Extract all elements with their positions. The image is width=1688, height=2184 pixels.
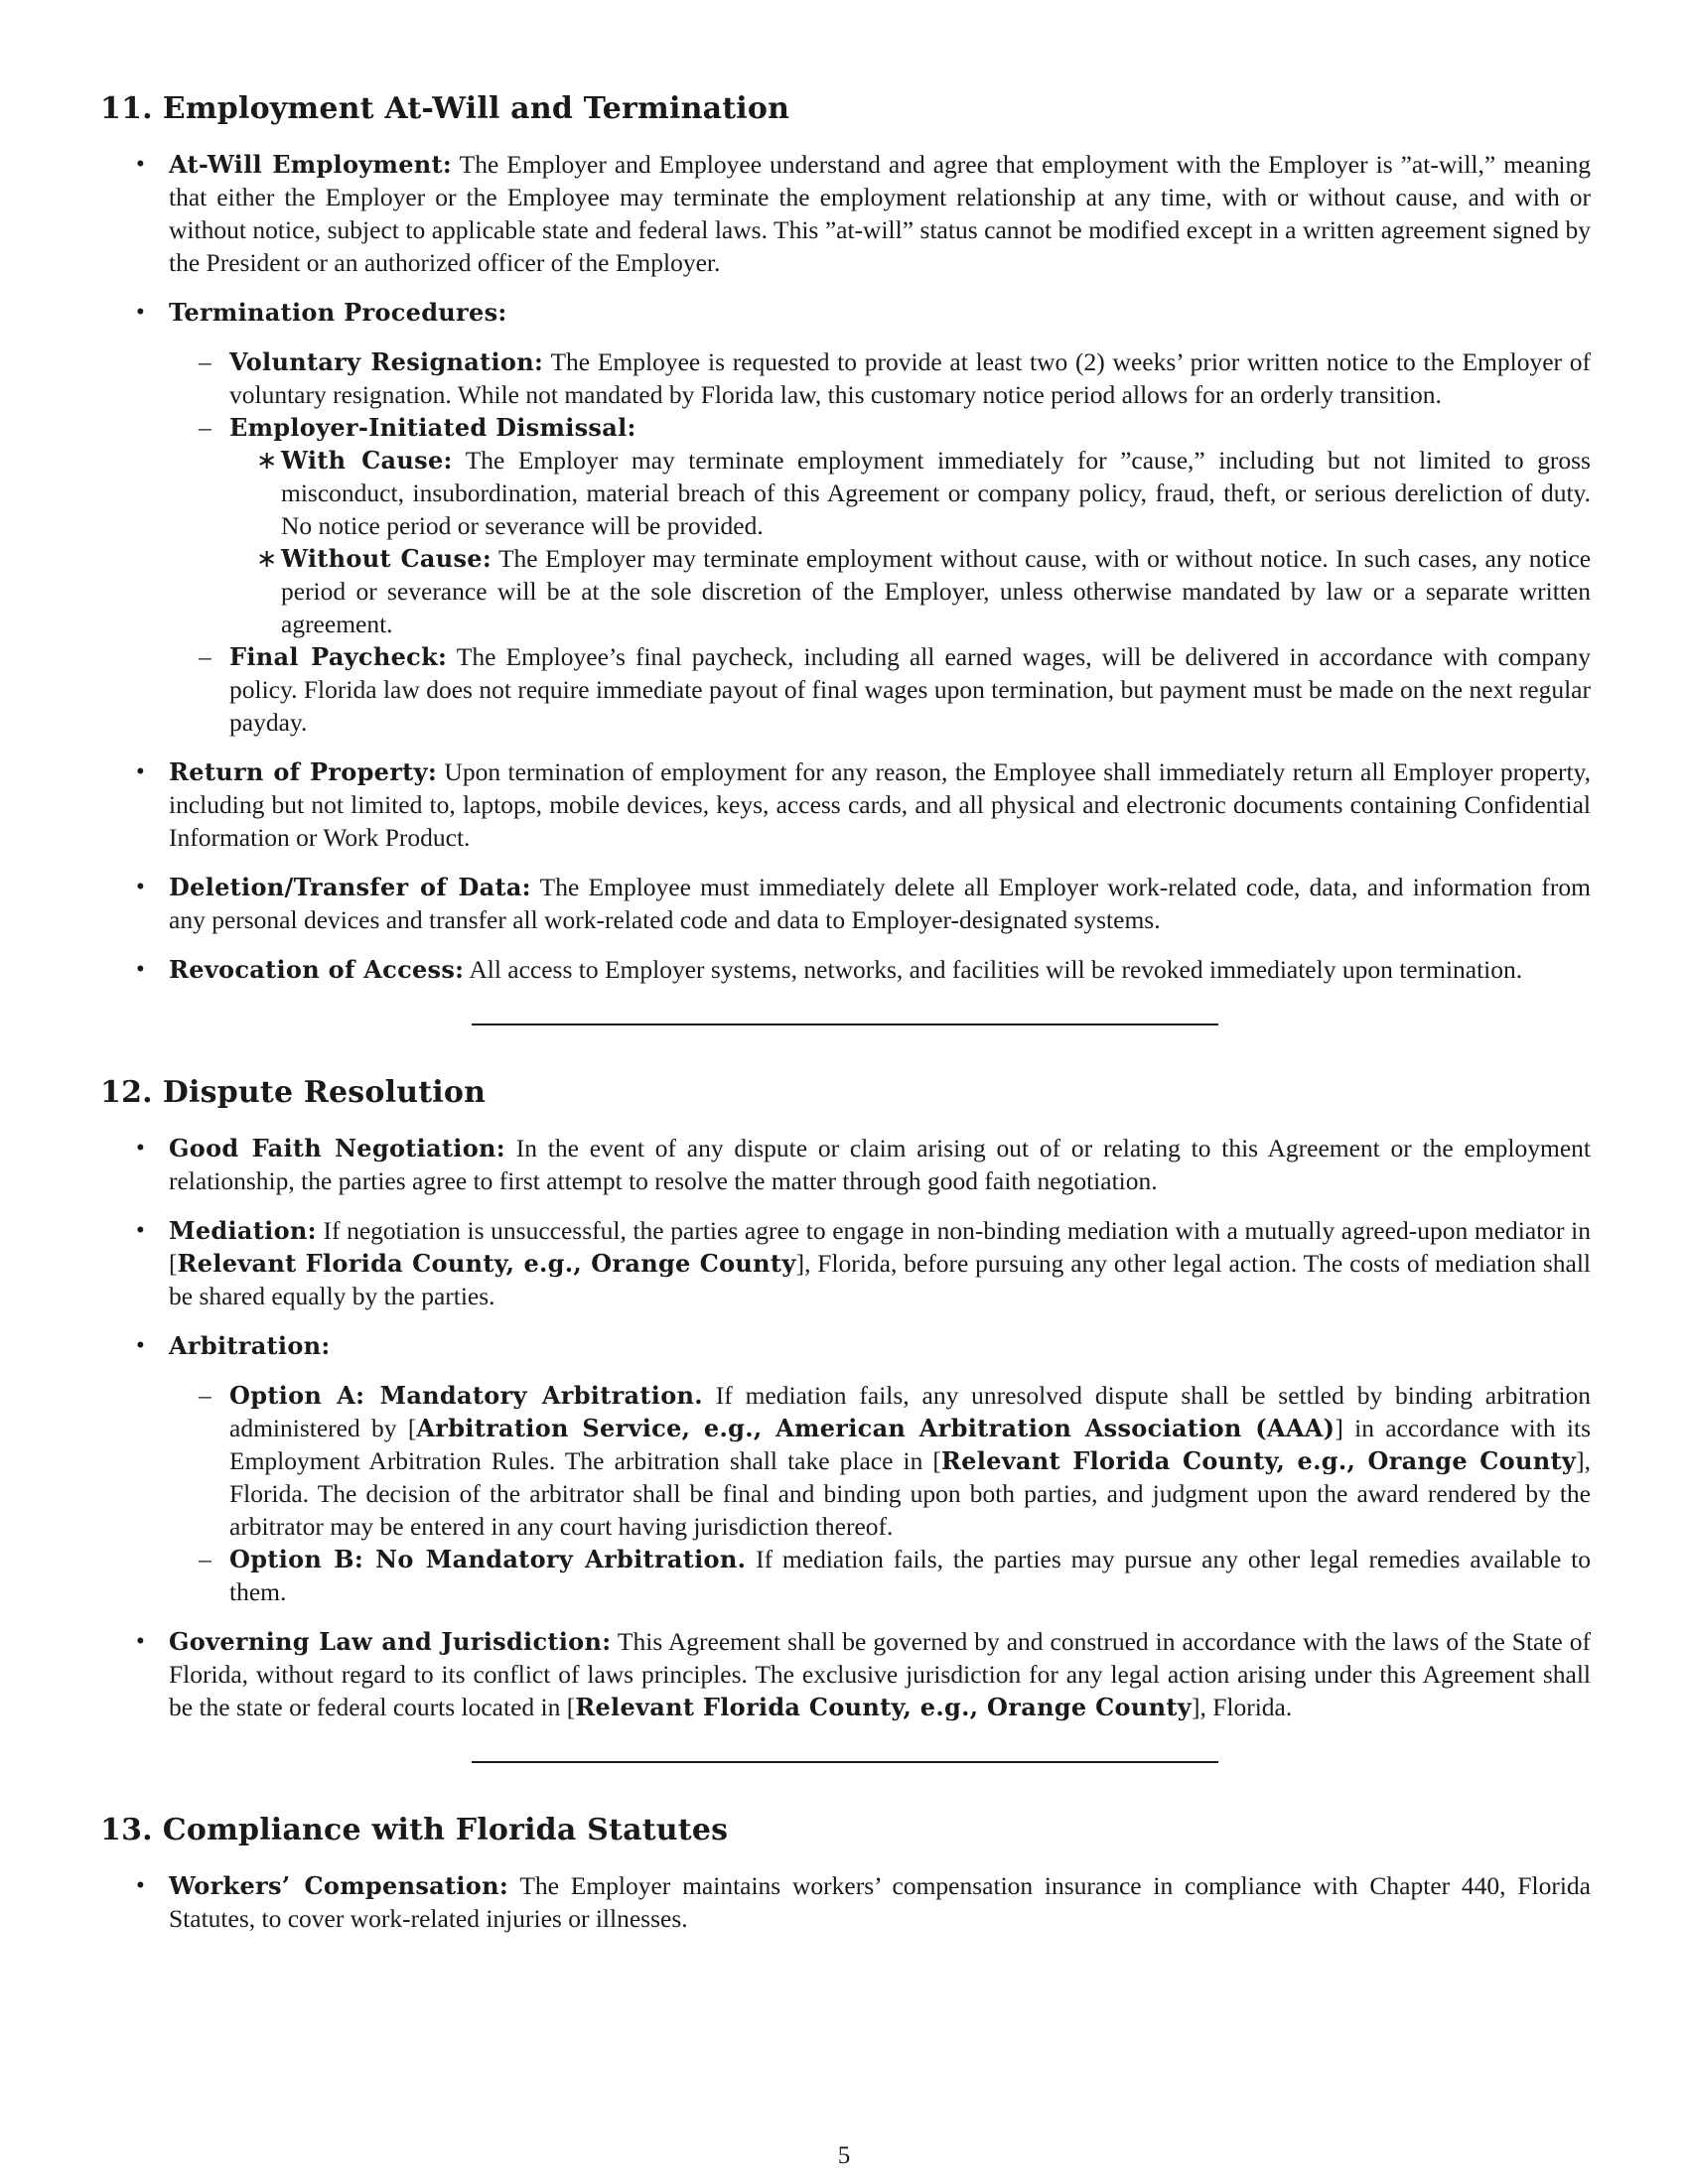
bullet-icon: • [136, 1217, 145, 1244]
bullet-icon: • [136, 1135, 145, 1161]
clause-text: The Employee is requested to provide at least two (2) weeks’ prior written notice to the Employer of voluntary resignation. While not mandated by Florida law, this customary notice period allows for an orderly transition. [229, 347, 1591, 409]
clause-text: The Employer may terminate employment immediately for ”cause,” including but not limited to gross misconduct, insubordination, material breach of this Agreement or company policy, fraud, theft, or serious dereliction of duty. No notice period or severance will be provided. [281, 446, 1591, 540]
bullet-icon: • [136, 1872, 145, 1899]
clause-text: If mediation fails, any unresolved dispute shall be settled by binding arbitration administered by [ [229, 1381, 1591, 1442]
placeholder-county: Relevant Florida County, e.g., Orange County [177, 1249, 796, 1278]
section-12-list [100, 1132, 1591, 1723]
clause-text: ] in accordance with its Employment Arbitration Rules. The arbitration shall take place in [ [229, 1414, 1591, 1475]
clause-text: All access to Employer systems, networks, and facilities will be revoked immediately upon termination. [469, 955, 1523, 984]
arbitration-sublist [169, 1379, 1591, 1608]
clause-text: In the event of any dispute or claim arising out of or relating to this Agreement or the employment relationship, the parties agree to first attempt to resolve the matter through good faith negotiation. [169, 1134, 1592, 1195]
section-13-list [100, 1869, 1591, 1935]
list-item-governing-law [100, 1625, 1591, 1723]
section-11-list [100, 148, 1591, 986]
placeholder-county: Relevant Florida County, e.g., Orange County [940, 1446, 1577, 1475]
section-11 [100, 91, 1591, 986]
clause-label: Return of Property: [169, 757, 437, 786]
section-divider [472, 1024, 1218, 1025]
clause-label: Employer-Initiated Dismissal: [229, 413, 636, 442]
placeholder-service: Arbitration Service, e.g., American Arbitration Association (AAA) [416, 1414, 1336, 1442]
clause-label: Revocation of Access: [169, 955, 465, 984]
sublist-item-option-a [169, 1379, 1591, 1543]
bullet-icon: • [136, 874, 145, 900]
clause-text: The Employee’s final paycheck, including all earned wages, will be delivered in accordance with company policy. Florida law does not require immediate payout of final wages upon termination, but payment must be made on the next regular payday. [229, 642, 1591, 737]
termination-sublist [169, 345, 1591, 739]
clause-text: The Employer and Employee understand and agree that employment with the Employer is ”at-will,” meaning that either the Employer or the Employee may terminate the employment relationship at any time, with or without cause, and with or without notice, subject to applicable state and federal laws. This ”at-will” status cannot be modified except in a written agreement signed by the President or an authorized officer of the Employer. [169, 150, 1591, 277]
asterisk-icon: ∗ [256, 544, 278, 573]
dash-icon: – [199, 347, 211, 376]
section-title-text: Dispute Resolution [162, 1075, 487, 1110]
section-title [100, 91, 1591, 126]
clause-label: Workers’ Compensation: [169, 1871, 508, 1900]
section-number: 13. [100, 1813, 153, 1847]
section-number: 12. [100, 1075, 153, 1110]
section-title-text: Employment At-Will and Termination [162, 91, 790, 126]
asterisk-icon: ∗ [256, 446, 278, 475]
clause-text: Upon termination of employment for any reason, the Employee shall immediately return all Employer property, including but not limited to, laptops, mobile devices, keys, access cards, and all physical and electronic documents containing Confidential Information or Work Product. [169, 757, 1592, 852]
section-13 [100, 1813, 1591, 1935]
section-divider [472, 1761, 1218, 1763]
clause-label: With Cause: [281, 446, 453, 475]
dash-icon: – [199, 1545, 211, 1573]
bullet-icon: • [136, 1332, 145, 1359]
section-title-text: Compliance with Florida Statutes [162, 1813, 729, 1847]
clause-text: If mediation fails, the parties may pursue any other legal remedies available to them. [229, 1545, 1592, 1606]
clause-label: Arbitration: [169, 1331, 331, 1360]
list-item-at-will [100, 148, 1591, 279]
sublist-item-voluntary [169, 345, 1591, 411]
clause-text: If negotiation is unsuccessful, the parties agree to engage in non-binding mediation with a mutually agreed-upon mediator in [ [169, 1216, 1592, 1278]
list-item-workers-comp [100, 1869, 1591, 1935]
clause-label: Governing Law and Jurisdiction: [169, 1627, 612, 1656]
clause-label: Good Faith Negotiation: [169, 1134, 505, 1162]
clause-label: Final Paycheck: [229, 642, 448, 671]
clause-label: Option B: No Mandatory Arbitration. [229, 1545, 747, 1573]
document-content [100, 91, 1591, 1952]
page-number: 5 [837, 2142, 851, 2169]
clause-label: Termination Procedures: [169, 298, 507, 327]
bullet-icon: • [136, 1628, 145, 1655]
clause-label: Option A: Mandatory Arbitration. [229, 1381, 703, 1410]
bullet-icon: • [136, 956, 145, 983]
sublist-item-without-cause [229, 542, 1591, 640]
clause-label: Voluntary Resignation: [229, 347, 544, 376]
clause-text: This Agreement shall be governed by and construed in accordance with the laws of the State of Florida, without regard to its conflict of laws principles. The exclusive jurisdiction for any legal action arising under this Agreement shall be the state or federal courts located in [ [169, 1627, 1591, 1721]
section-12 [100, 1075, 1591, 1723]
section-title [100, 1075, 1591, 1110]
clause-label: Mediation: [169, 1216, 317, 1245]
dismissal-sublist [229, 444, 1591, 640]
clause-text: The Employer maintains workers’ compensation insurance in compliance with Chapter 440, Florida Statutes, to cover work-related injuries or illnesses. [169, 1871, 1591, 1933]
placeholder-county: Relevant Florida County, e.g., Orange County [575, 1693, 1192, 1721]
sublist-item-dismissal [169, 411, 1591, 640]
bullet-icon: • [136, 758, 145, 785]
list-item-deletion [100, 871, 1591, 936]
dash-icon: – [199, 413, 211, 442]
list-item-revocation [100, 953, 1591, 986]
clause-text: ], Florida. [1191, 1693, 1293, 1721]
clause-text: The Employer may terminate employment without cause, with or without notice. In such cases, any notice period or severance will be at the sole discretion of the Employer, unless otherwise mandated by law or a separate written agreement. [281, 544, 1592, 638]
clause-text: The Employee must immediately delete all Employer work-related code, data, and information from any personal devices and transfer all work-related code and data to Employer-designated systems. [169, 873, 1592, 934]
bullet-icon: • [136, 151, 145, 178]
dash-icon: – [199, 1381, 211, 1410]
clause-label: Deletion/Transfer of Data: [169, 873, 531, 901]
sublist-item-option-b [169, 1543, 1591, 1608]
clause-text: ], Florida. The decision of the arbitrator shall be final and binding upon both parties, and judgment upon the award rendered by the arbitrator may be entered in any court having jurisdiction thereof. [229, 1446, 1591, 1541]
sublist-item-final-paycheck [169, 640, 1591, 739]
sublist-item-with-cause [229, 444, 1591, 542]
dash-icon: – [199, 642, 211, 671]
list-item-mediation [100, 1214, 1591, 1312]
clause-text: ], Florida, before pursuing any other legal action. The costs of mediation shall be shared equally by the parties. [169, 1249, 1591, 1310]
list-item-termination [100, 296, 1591, 739]
clause-label: Without Cause: [281, 544, 492, 573]
section-number: 11. [100, 91, 153, 126]
list-item-good-faith [100, 1132, 1591, 1197]
list-item-arbitration [100, 1329, 1591, 1608]
bullet-icon: • [136, 299, 145, 326]
list-item-return-property [100, 755, 1591, 854]
clause-label: At-Will Employment: [169, 150, 453, 179]
section-title [100, 1813, 1591, 1847]
